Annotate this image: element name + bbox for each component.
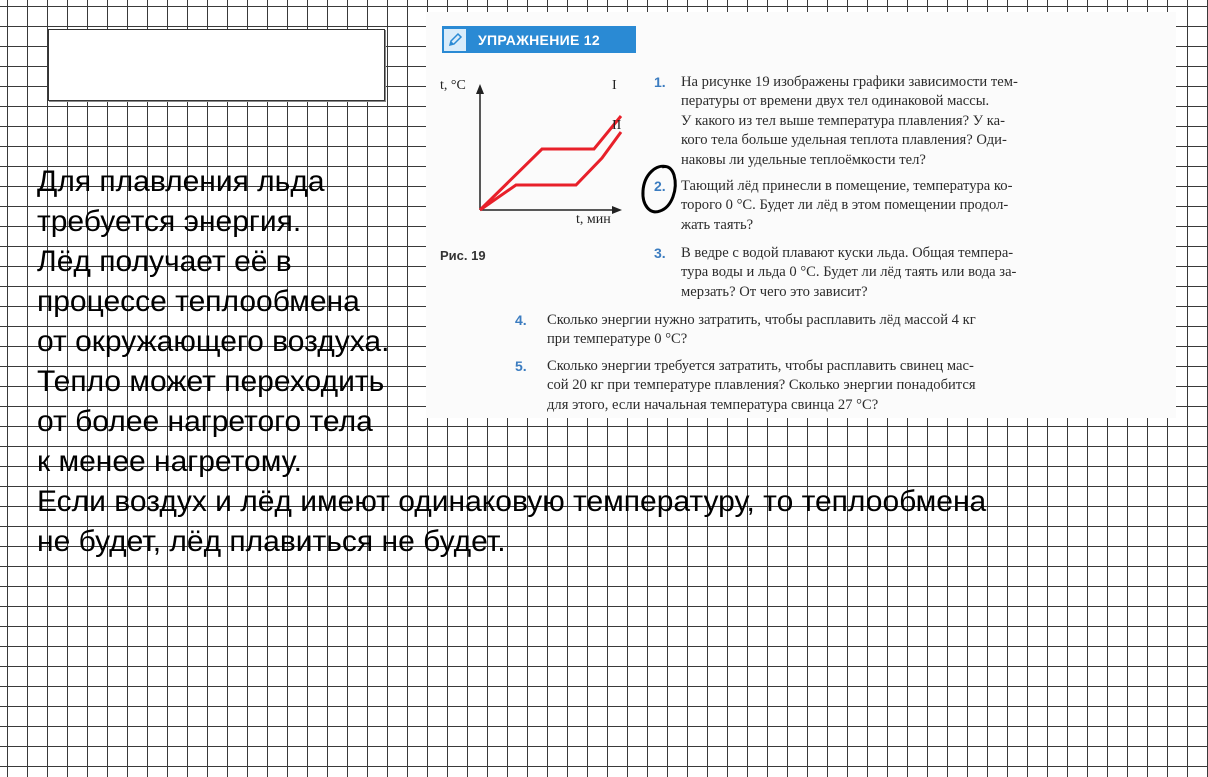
- answer-line: требуется энергия.: [37, 205, 302, 238]
- answer-line: не будет, лёд плавиться не будет.: [37, 525, 506, 558]
- curve-label-II: II: [612, 118, 622, 133]
- name-box: [48, 29, 385, 101]
- y-axis-label: t, °C: [440, 78, 466, 93]
- pencil-icon: [444, 29, 466, 51]
- exercise-banner: [442, 26, 636, 53]
- figure-caption: Рис. 19: [440, 248, 486, 263]
- question-number-4: 4.: [515, 312, 527, 328]
- answer-line: к менее нагретому.: [37, 445, 302, 478]
- question-1: На рисунке 19 изображены графики зависимости тем- пературы от времени двух тел одинаковой массы. У какого из тел выше температура плавления? У ка- кого тела больше удельная теплота плавления? Оди- наковы ли удельные теплоёмкости тел?: [681, 74, 1018, 168]
- question-number-5: 5.: [515, 358, 527, 374]
- answer-line: Лёд получает её в: [37, 245, 292, 278]
- question-5: Сколько энергии требуется затратить, чтобы расплавить свинец мас- сой 20 кг при температуре плавления? Сколько энергии понадобится для этого, если начальная температура свинца 27 °С?: [547, 358, 976, 413]
- answer-line: от более нагретого тела: [37, 405, 373, 438]
- answer-line: Для плавления льда: [37, 165, 325, 198]
- question-4: Сколько энергии нужно затратить, чтобы расплавить лёд массой 4 кг при температуре 0 °С?: [547, 312, 976, 348]
- question-3: В ведре с водой плавают куски льда. Общая темпера- тура воды и льда 0 °С. Будет ли лёд таять или вода за- мерзать? От чего это зависит?: [681, 245, 1017, 300]
- curve-label-I: I: [612, 78, 617, 93]
- answer-line: процессе теплообмена: [37, 285, 360, 318]
- answer-line: Если воздух и лёд имеют одинаковую температуру, то теплообмена: [37, 485, 987, 518]
- question-2: Тающий лёд принесли в помещение, температура ко- торого 0 °С. Будет ли лёд в этом помещении продол- жать таять?: [681, 178, 1013, 233]
- x-axis-label: t, мин: [576, 212, 611, 227]
- answer-line: Тепло может переходить: [37, 365, 385, 398]
- question-number-3: 3.: [654, 245, 666, 261]
- handwritten-answer: [37, 162, 986, 562]
- question-number-1: 1.: [654, 74, 666, 90]
- exercise-title: УПРАЖНЕНИЕ 12: [478, 31, 600, 48]
- y-axis-arrow-icon: [476, 84, 484, 94]
- question-number-2: 2.: [654, 178, 666, 194]
- answer-line: от окружающего воздуха.: [37, 325, 390, 358]
